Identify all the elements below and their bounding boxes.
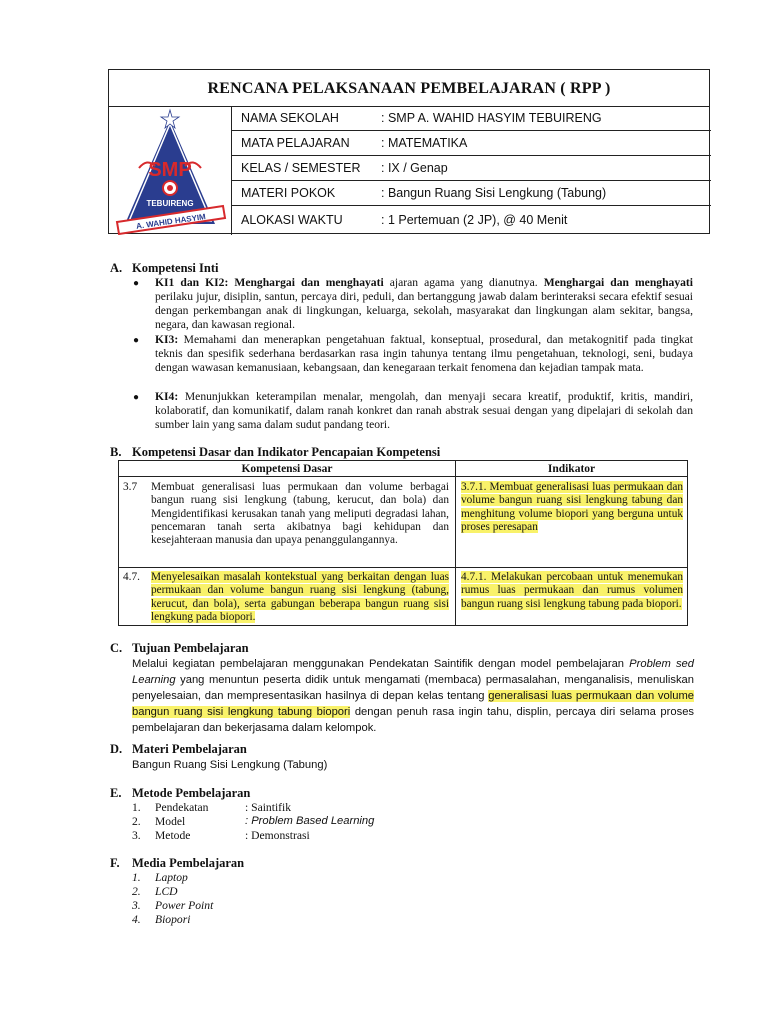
table-header-kd: Kompetensi Dasar [119,461,455,477]
section-c-heading: C. Tujuan Pembelajaran [110,641,249,655]
learning-objective-paragraph: Melalui kegiatan pembelajaran menggunakan Pendekatan Saintifik dengan model pembelajaran Problem sed Learning yang menuntun peserta didik untuk mengamati (membaca) permasalahan, menganalisis, menuliskan penyelesaian, dan mempresentasikan hasilnya di depan kelas tentang generalisasi luas permukaan dan volume bangun ruang sisi lengkung tabung biopori dengan penuh rasa ingin tahu, displin, percaya diri selama proses pembelajaran dan bekerjasama dalam kelompok. [132,658,695,734]
info-row-subject [231,131,711,156]
method-item-value: : Saintifik [245,801,292,814]
ki3-paragraph: KI3: Memahami dan menerapkan pengetahuan faktual, konseptual, prosedural, dan metakognitif pada tingkat teknis dan spesifik sederhana berdasarkan rasa ingin tahunya tentang ilmu pengetahuan, teknologi, seni, budaya dengan wawasan kemanusiaan, kebangsaan, dan kenegaraan terkait fenomena dan kejadian tampak mata. [155,333,693,374]
media-item-label: Power Point [155,899,214,912]
media-item-label: LCD [155,885,178,898]
method-item-label: Model [155,815,186,828]
method-item-value: : Demonstrasi [245,829,310,842]
info-row-class [231,156,711,181]
media-item-number: 1. [132,871,141,884]
section-a-heading: A. Kompetensi Inti [110,261,219,275]
info-value: : 1 Pertemuan (2 JP), @ 40 Menit [381,213,568,227]
kd2-number: 4.7. [123,571,140,583]
logo-smp-text: SMP [148,159,192,181]
bullet-icon: ● [133,392,140,403]
ki12-paragraph: KI1 dan KI2: Menghargai dan menghayati ajaran agama yang dianutnya. Menghargai dan menghayati perilaku jujur, disiplin, santun, percaya diri, peduli, dan bertanggung jawab dalam berinteraksi secara efektif sesuai dengan perkembangan anak di lingkungan, keluarga, sekolah, masyarakat dan lingkungan alam sekitar, bangsa, negara, dan kawasan regional. [155,276,693,331]
method-item-number: 1. [132,801,141,814]
info-label: KELAS / SEMESTER [241,161,361,175]
ki4-paragraph: KI4: Menunjukkan keterampilan menalar, mengolah, dan menyaji secara kreatif, produktif, kritis, mandiri, kolaboratif, dan komunikatif, dalam ranah konkret dan ranah abstrak sesuai dengan yang dipelajari di sekolah dan sumber lain yang sama dalam sudut pandang teori. [155,390,693,431]
bullet-icon: ● [133,278,140,289]
logo-ribbon-text: A. WAHID HASYIM [135,212,207,231]
kd-indicator-table [118,460,688,626]
section-e-heading: E. Metode Pembelajaran [110,786,251,800]
bullet-icon: ● [133,335,140,346]
media-item-number: 2. [132,885,141,898]
kd1-number: 3.7 [123,481,138,493]
method-item-value: : Problem Based Learning [245,815,375,827]
section-f-heading: F. Media Pembelajaran [110,856,245,870]
indicator2-text: 4.7.1. Melakukan percobaan untuk menemukan rumus luas permukaan dan rumus volumen bangun ruang sisi lengkung tabung pada biopori. [461,571,683,610]
material-text: Bangun Ruang Sisi Lengkung (Tabung) [132,759,328,771]
info-row-time [231,206,711,234]
method-item-number: 3. [132,829,141,842]
info-label: NAMA SEKOLAH [241,111,339,125]
media-item-label: Biopori [155,913,191,926]
rpp-header-box [108,69,710,234]
info-label: ALOKASI WAKTU [241,213,343,227]
info-value: : IX / Genap [381,161,448,175]
info-label: MATA PELAJARAN [241,136,350,150]
table-header-indicator: Indikator [456,461,687,477]
media-item-label: Laptop [155,871,188,884]
media-item-number: 4. [132,913,141,926]
indicator1-text: 3.7.1. Membuat generalisasi luas permukaan dan volume bangun ruang sisi lengkung tabung dan menghitung volume biopori yang berguna untuk proses peresapan [461,481,683,533]
info-value: : SMP A. WAHID HASYIM TEBUIRENG [381,111,602,125]
media-item-number: 3. [132,899,141,912]
kd2-text: Menyelesaikan masalah kontekstual yang berkaitan dengan luas permukaan dan volume bangun ruang sisi lengkung (tabung, kerucut, dan bola), serta gabungan beberapa bangun ruang sisi lengkung pada biopori. [151,571,449,623]
method-item-label: Pendekatan [155,801,209,814]
method-item-number: 2. [132,815,141,828]
school-logo-cell [109,106,232,235]
info-value: : Bangun Ruang Sisi Lengkung (Tabung) [381,186,607,200]
method-item-label: Metode [155,829,191,842]
section-d-heading: D. Materi Pembelajaran [110,742,247,756]
section-b-heading: B. Kompetensi Dasar dan Indikator Pencapaian Kompetensi [110,445,441,459]
logo-tebuireng-text: TEBUIRENG [146,199,194,208]
school-logo [109,106,231,235]
info-label: MATERI POKOK [241,186,336,200]
kd1-text: Membuat generalisasi luas permukaan dan volume berbagai bangun ruang sisi lengkung (tabung, kerucut, dan bola) dan Mengidentifikasi kerusakan tanah yang meliputi degradasi lahan, pencemaran tanah serta akibatnya bagi kehidupan dan kesejahteraan manusia dan upaya penanggulangannya. [151,481,449,547]
info-value: : MATEMATIKA [381,136,468,150]
document-title: RENCANA PELAKSANAAN PEMBELAJARAN ( RPP ) [109,70,709,107]
info-row-topic [231,181,711,206]
info-row-school [231,106,711,131]
